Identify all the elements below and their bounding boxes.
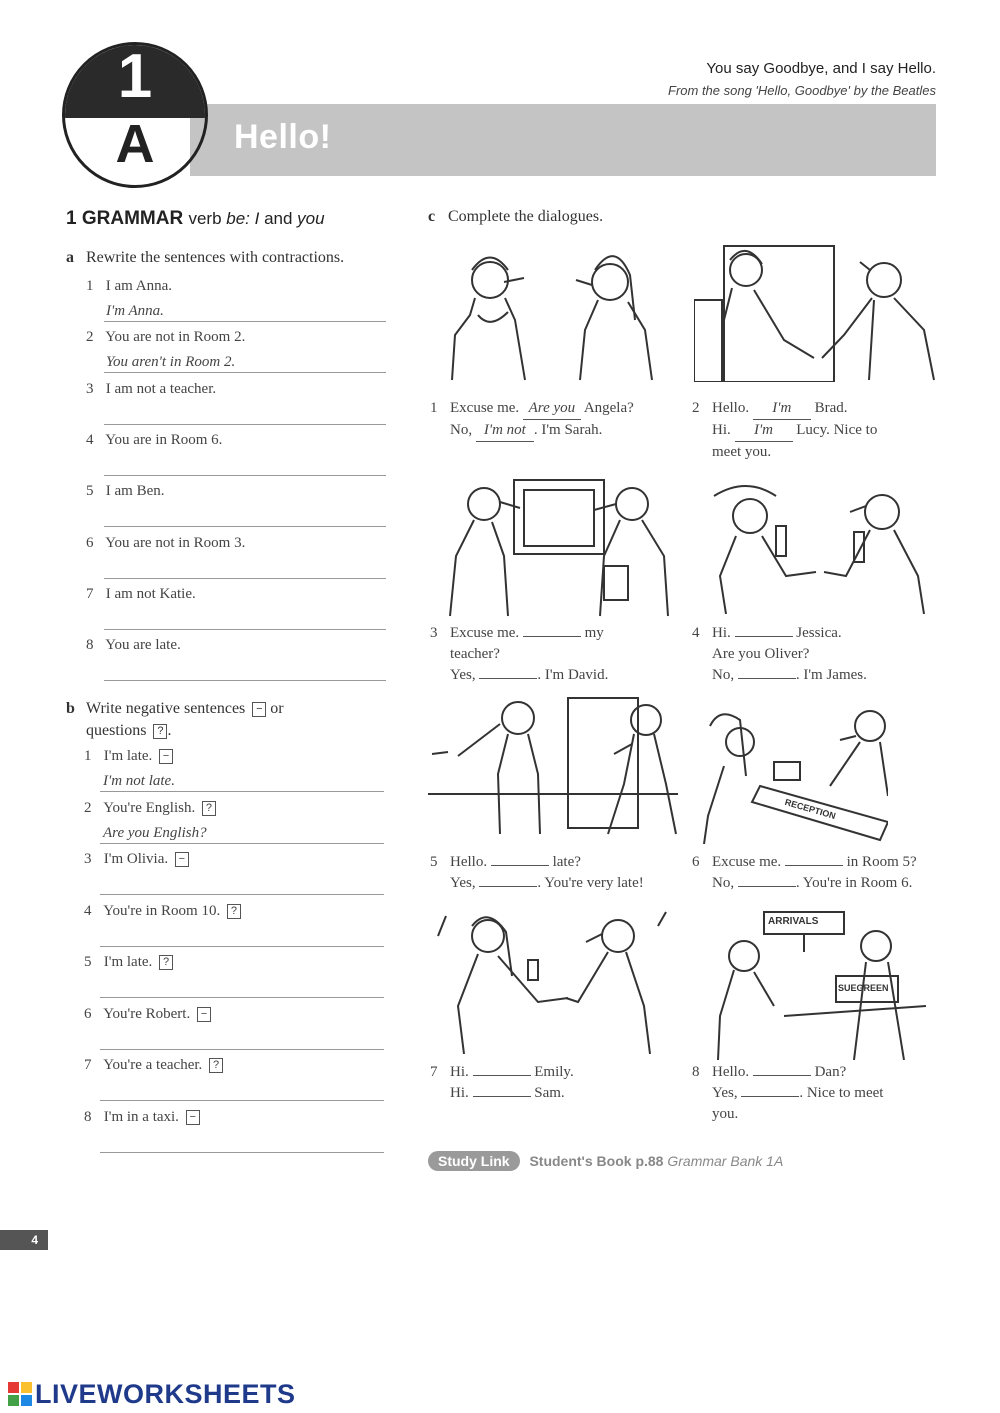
dialogue-text: Dan?	[810, 1064, 847, 1080]
dialogue-text: Jessica.	[792, 625, 842, 641]
part-a-item	[86, 432, 222, 449]
dialogue-blank[interactable]: Are you	[523, 398, 581, 420]
dialogue-blank[interactable]	[741, 1096, 799, 1097]
dialogue-text: Excuse me.	[450, 400, 523, 416]
item-number: 8	[84, 1108, 92, 1125]
item-number: 7	[84, 1057, 92, 1073]
section-topic-and: and	[259, 209, 298, 228]
picture-8-arrivals	[704, 906, 926, 1060]
page-title: Hello!	[234, 118, 332, 156]
part-a-item	[86, 535, 245, 552]
dialogue-number: 6	[692, 854, 700, 870]
item-number: 3	[86, 380, 94, 397]
dialogue-text: . Nice to meet	[799, 1085, 884, 1101]
answer-line	[104, 321, 386, 322]
answer-line	[100, 843, 384, 844]
picture-7-party	[428, 906, 676, 1054]
part-a-item	[86, 381, 216, 398]
unit-badge	[62, 42, 208, 188]
part-b-item	[84, 1057, 223, 1074]
answer-line	[100, 894, 384, 895]
dialogue-blank[interactable]: I'm not	[476, 420, 534, 442]
dialogue-number: 8	[692, 1064, 700, 1080]
dialogue-text: Hello.	[450, 854, 491, 870]
part-b-item	[84, 903, 241, 920]
dialogue-text: . I'm James.	[795, 667, 867, 683]
study-link	[428, 1151, 783, 1171]
reception-sign: RECEPTION	[783, 796, 837, 822]
item-number: 4	[86, 431, 94, 448]
item-text: You're English.	[103, 799, 196, 816]
part-a-item	[86, 586, 196, 603]
item-text: I'm in a taxi.	[103, 1108, 179, 1125]
item-number: 6	[84, 1005, 92, 1022]
item-number: 4	[84, 902, 92, 919]
answer-line	[100, 1100, 384, 1101]
header-quote: You say Goodbye, and I say Hello.	[706, 60, 936, 77]
arrivals-sign: ARRIVALS	[768, 916, 819, 927]
section-heading	[66, 208, 325, 230]
item-text: I'm late.	[103, 954, 153, 970]
dialogue-text: in Room 5?	[842, 854, 917, 870]
dialogue-text: Excuse me.	[712, 854, 785, 870]
item-text: I'm late.	[103, 748, 153, 764]
answer-line	[104, 526, 386, 527]
part-b-item	[84, 851, 189, 868]
dialogue-blank[interactable]	[491, 865, 549, 866]
page-number: 4	[0, 1230, 48, 1250]
unit-letter: A	[115, 114, 155, 174]
dialogue-text: late?	[548, 854, 581, 870]
dialogue-blank[interactable]	[738, 886, 796, 887]
dialogue-number: 1	[430, 400, 438, 416]
part-a-text: Rewrite the sentences with contractions.	[86, 249, 345, 266]
dialogue-blank[interactable]	[738, 678, 796, 679]
answer-line	[104, 424, 386, 425]
item-text: You're a teacher.	[103, 1057, 203, 1073]
answer-line	[104, 372, 386, 373]
answer-line	[104, 578, 386, 579]
item-text: You are late.	[105, 637, 181, 654]
name-card-sign: SUEGREEN	[838, 983, 889, 993]
dialogue-blank[interactable]	[473, 1075, 531, 1076]
symbol-box: ?	[209, 1058, 223, 1073]
section-topic-be: be: I	[226, 209, 260, 228]
answer-line	[104, 680, 386, 681]
dialogue-text: my	[580, 625, 604, 641]
picture-6-reception-desk	[700, 706, 888, 844]
answer-field[interactable]: Are you English?	[103, 824, 207, 841]
item-text: You're Robert.	[103, 1005, 191, 1022]
item-text: I am not Katie.	[105, 585, 196, 602]
unit-number: 1	[117, 42, 153, 111]
section-topic: verb	[188, 209, 227, 228]
item-number: 8	[86, 637, 94, 654]
dialogue-text: meet you.	[712, 444, 772, 460]
dialogue-text: Yes,	[450, 667, 480, 683]
section-number: 1	[66, 208, 77, 229]
part-c-text: Complete the dialogues.	[448, 208, 604, 225]
answer-field[interactable]: You aren't in Room 2.	[106, 354, 236, 371]
part-b-instruction: b Write negative sentences − or questions ? .	[66, 700, 284, 739]
dialogue-text: Yes,	[712, 1085, 742, 1101]
dialogue-7	[430, 1062, 675, 1104]
dialogue-text: No,	[712, 667, 738, 683]
header-quote-source: From the song 'Hello, Goodbye' by the Beatles	[668, 83, 936, 98]
part-b-item	[84, 954, 173, 971]
symbol-box: ?	[159, 955, 173, 970]
part-a-item	[86, 329, 245, 346]
item-number: 1	[86, 278, 94, 294]
answer-line	[100, 946, 384, 947]
brand-logo[interactable]	[8, 1379, 296, 1410]
dialogue-text: you.	[712, 1106, 739, 1122]
dialogue-text: No,	[712, 875, 738, 891]
dialogue-text: . You're very late!	[537, 875, 644, 891]
dialogue-blank[interactable]: I'm	[735, 420, 793, 442]
dialogue-text: Brad.	[810, 400, 848, 416]
item-number: 2	[84, 799, 92, 816]
answer-line	[100, 1049, 384, 1050]
part-c-letter: c	[428, 208, 436, 225]
dialogue-blank[interactable]	[473, 1096, 531, 1097]
dialogue-number: 7	[430, 1064, 438, 1080]
symbol-box: −	[159, 749, 173, 764]
part-b-item	[84, 800, 216, 817]
negative-symbol-box: −	[252, 702, 266, 717]
picture-2-handshake-door	[694, 240, 940, 382]
dialogue-text: Angela?	[580, 400, 634, 416]
item-text: I am Ben.	[105, 483, 165, 500]
item-number: 2	[86, 329, 94, 346]
dialogue-text: Hi.	[712, 422, 735, 438]
dialogue-text: Yes,	[450, 875, 480, 891]
dialogue-5	[430, 852, 675, 894]
picture-4-interview-microphones	[706, 476, 928, 614]
answer-line	[104, 629, 386, 630]
item-text: I am Anna.	[105, 278, 172, 294]
dialogue-2	[692, 398, 937, 463]
answer-field[interactable]: I'm Anna.	[106, 303, 164, 319]
item-text: I am not a teacher.	[105, 380, 217, 397]
dialogue-blank[interactable]	[523, 636, 581, 637]
dialogue-number: 4	[692, 625, 700, 641]
part-a-item	[86, 637, 181, 654]
item-text: You are not in Room 2.	[105, 329, 246, 346]
part-b-text-2: questions	[86, 722, 147, 739]
part-a-item	[86, 278, 172, 295]
dialogue-text: Are you Oliver?	[712, 646, 810, 662]
dialogue-number: 3	[430, 625, 438, 641]
dialogue-text: teacher?	[450, 646, 500, 662]
brand-name: LIVEWORKSHEETS	[35, 1379, 296, 1409]
item-number: 5	[86, 483, 94, 500]
dialogue-text: No,	[450, 422, 476, 438]
answer-line	[100, 791, 384, 792]
part-b-or: or	[270, 700, 284, 717]
study-link-book: Student's Book p.88	[529, 1153, 664, 1169]
part-b-item	[84, 1006, 211, 1023]
dialogue-text: Hello.	[712, 400, 753, 416]
part-a-letter: a	[66, 249, 74, 266]
item-text: I'm Olivia.	[103, 851, 169, 867]
dialogue-text: Sam.	[530, 1085, 565, 1101]
dialogue-text: Excuse me.	[450, 625, 523, 641]
item-number: 6	[86, 534, 94, 551]
item-text: You are not in Room 3.	[105, 534, 246, 551]
item-number: 3	[84, 851, 92, 867]
dialogue-text: Hi.	[450, 1064, 473, 1080]
item-text: You're in Room 10.	[103, 902, 221, 919]
dialogue-text: . I'm David.	[537, 667, 609, 683]
dialogue-3	[430, 623, 675, 686]
dialogue-1	[430, 398, 675, 442]
item-number: 5	[84, 954, 92, 970]
symbol-box: −	[197, 1007, 211, 1022]
answer-line	[100, 997, 384, 998]
study-link-bank: Grammar Bank 1A	[667, 1153, 784, 1169]
dialogue-blank[interactable]	[735, 636, 793, 637]
dialogue-blank[interactable]	[785, 865, 843, 866]
dialogue-text: Emily.	[530, 1064, 574, 1080]
dialogue-text: . You're in Room 6.	[795, 875, 913, 891]
answer-line	[100, 1152, 384, 1153]
dialogue-blank[interactable]	[753, 1075, 811, 1076]
dialogue-blank[interactable]	[479, 678, 537, 679]
part-b-letter: b	[66, 700, 75, 717]
answer-line	[104, 475, 386, 476]
dialogue-4	[692, 623, 937, 686]
part-c-instruction	[428, 208, 603, 226]
part-b-text: Write negative sentences	[86, 700, 246, 717]
dialogue-text: Hello.	[712, 1064, 753, 1080]
picture-3-board-men	[444, 476, 672, 618]
dialogue-blank[interactable]: I'm	[753, 398, 811, 420]
symbol-box: −	[186, 1110, 200, 1125]
dialogue-number: 5	[430, 854, 438, 870]
answer-field[interactable]: I'm not late.	[103, 773, 175, 789]
dialogue-text: Hi.	[450, 1085, 473, 1101]
dialogue-8	[692, 1062, 937, 1125]
dialogue-text: . I'm Sarah.	[533, 422, 603, 438]
part-a-item	[86, 483, 164, 500]
section-topic-you: you	[297, 209, 325, 228]
picture-1-women-meeting	[430, 240, 674, 382]
item-number: 1	[84, 748, 92, 764]
dialogue-text: Lucy. Nice to	[792, 422, 878, 438]
part-b-item	[84, 748, 173, 765]
part-a-instruction	[66, 249, 344, 267]
symbol-box: ?	[202, 801, 216, 816]
item-number: 7	[86, 585, 94, 602]
picture-5-late-arrival	[428, 694, 678, 840]
symbol-box: ?	[227, 904, 241, 919]
dialogue-text: Hi.	[712, 625, 735, 641]
liveworksheets-icon	[8, 1382, 32, 1406]
part-b-item	[84, 1109, 200, 1126]
section-name: GRAMMAR	[81, 208, 184, 229]
dialogue-number: 2	[692, 400, 700, 416]
study-link-pill[interactable]: Study Link	[428, 1151, 520, 1171]
item-text: You are in Room 6.	[105, 431, 223, 448]
dialogue-6	[692, 852, 937, 894]
dialogue-blank[interactable]	[479, 886, 537, 887]
symbol-box: −	[175, 852, 189, 867]
question-symbol-box: ?	[153, 724, 167, 739]
